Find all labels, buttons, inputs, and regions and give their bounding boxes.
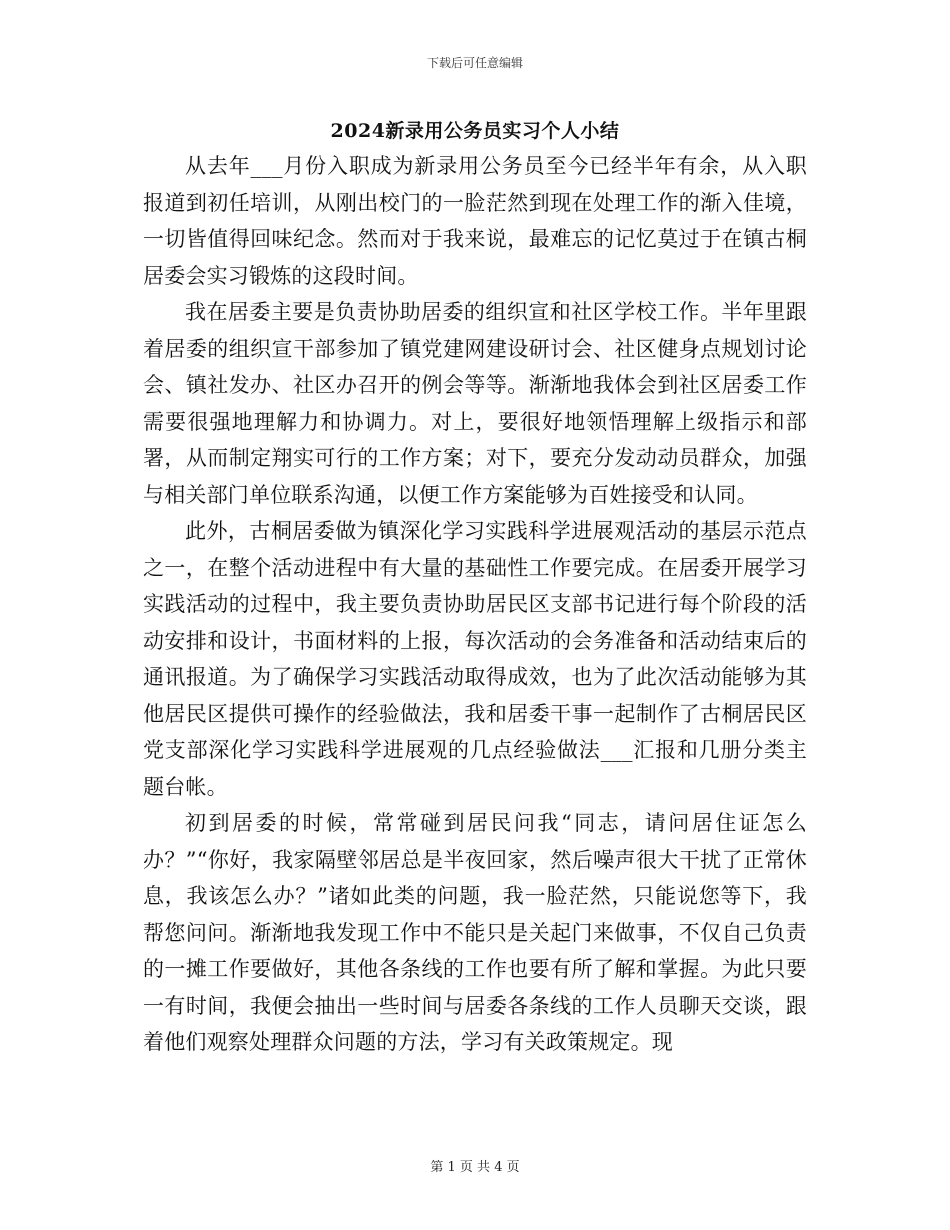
page-number-footer: 第 1 页 共 4 页 — [430, 1160, 520, 1175]
paragraph: 初到居委的时候，常常碰到居民问我“同志，请问居住证怎么办？”“你好，我家隔壁邻居总是半夜回家，然后噪声很大干扰了正常休息，我该怎么办？”诸如此类的问题，我一脸茫然，只能说您等下，我帮您问问。渐渐地我发现工作中不能只是关起门来做事，不仅自己负责的一摊工作要做好，其他各条线的工作也要有所了解和掌握。为此只要一有时间，我便会抽出一些时间与居委各条线的工作人员聊天交谈，跟着他们观察处理群众问题的方法，学习有关政策规定。现 — [143, 811, 807, 1054]
document-body — [143, 148, 807, 1061]
paragraph: 我在居委主要是负责协助居委的组织宣和社区学校工作。半年里跟着居委的组织宣干部参加了镇党建网建设研讨会、社区健身点规划讨论会、镇社发办、社区办召开的例会等等。渐渐地我体会到社区居委工作需要很强地理解力和协调力。对上，要很好地领悟理解上级指示和部署，从而制定翔实可行的工作方案；对下，要充分发动动员群众，加强与相关部门单位联系沟通，以便工作方案能够为百姓接受和认同。 — [143, 300, 807, 507]
page-header-note: 下载后可任意编辑 — [426, 56, 523, 70]
paragraph: 从去年___月份入职成为新录用公务员至今已经半年有余，从入职报道到初任培训，从刚出校门的一脸茫然到现在处理工作的渐入佳境，一切皆值得回味纪念。然而对于我来说，最难忘的记忆莫过于在镇古桐居委会实习锻炼的这段时间。 — [143, 154, 807, 288]
paragraph: 此外，古桐居委做为镇深化学习实践科学进展观活动的基层示范点之一，在整个活动进程中有大量的基础性工作要完成。在居委开展学习实践活动的过程中，我主要负责协助居民区支部书记进行每个阶段的活动安排和设计，书面材料的上报，每次活动的会务准备和活动结束后的通讯报道。为了确保学习实践活动取得成效，也为了此次活动能够为其他居民区提供可操作的经验做法，我和居委干事一起制作了古桐居民区党支部深化学习实践科学进展观的几点经验做法___汇报和几册分类主题台帐。 — [143, 519, 807, 799]
document-title: 2024新录用公务员实习个人小结 — [330, 120, 620, 142]
